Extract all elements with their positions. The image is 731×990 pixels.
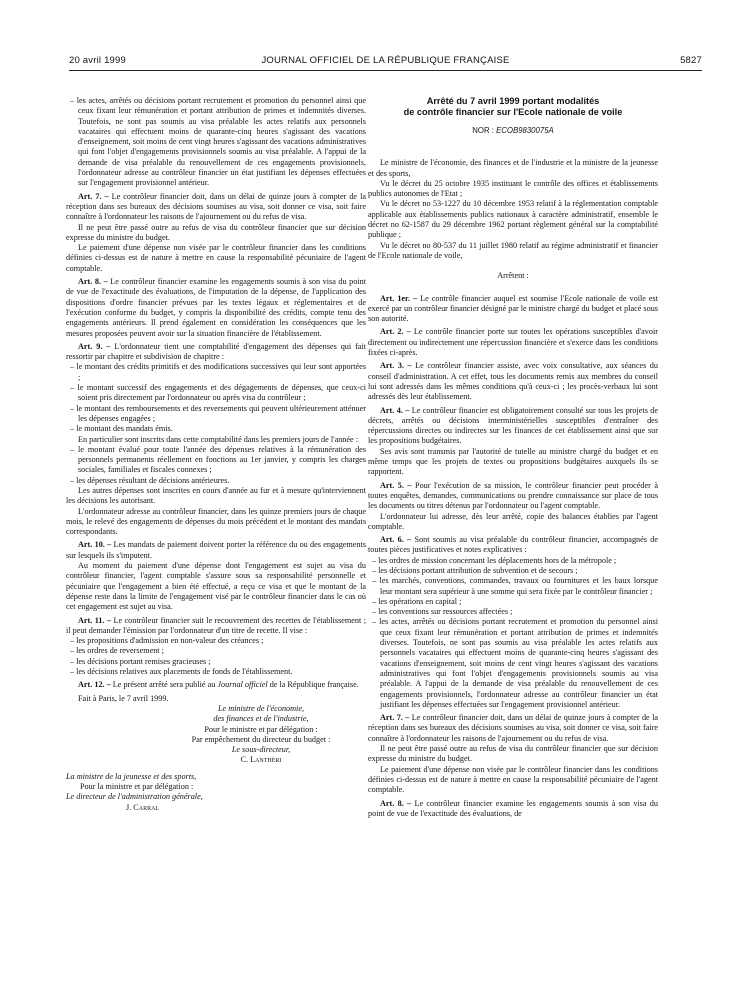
date-line: Fait à Paris, le 7 avril 1999. xyxy=(78,693,169,703)
arretent-heading: Arrêtent : xyxy=(497,271,529,281)
signatory-title: Le ministre de l'économie, xyxy=(217,703,305,713)
article-label: Art. 4. – xyxy=(380,405,410,415)
article-8 xyxy=(66,277,366,339)
article-2 xyxy=(368,327,658,358)
list-item: – les décisions portant attribution de subvention et de secours ; xyxy=(368,566,658,576)
nor-code: ECOB9830075A xyxy=(496,126,554,135)
article-label: Art. 2. – xyxy=(380,327,411,337)
list-item: – les opérations en capital ; xyxy=(368,597,658,607)
paragraph: Il ne peut être passé outre au refus de visa du contrôleur financier que sur décision expresse du ministre du budget. xyxy=(368,744,658,764)
article-10 xyxy=(66,540,366,561)
list-item: – le montant des remboursements et des reversements qui peuvent ultérieurement atténuer les dépenses engagées ; xyxy=(66,404,366,425)
continued-list xyxy=(66,96,366,189)
signatory-name: C. Lanthéri xyxy=(240,755,282,765)
list-item: – les actes, arrêtés ou décisions portant recrutement et promotion du personnel ainsi que ceux fixant leur rémunération et portant attribution de primes et indemnités diverses. Toutefois, ne sont pas soumis au visa préalable les actes relatifs aux personnels vacataires qui effectuent moins de quarante-cinq heures s'agissant des vacations d'enseignement, soit moins de cent vingt heures s'agissant des vacations administratives qui font l'objet d'engagements provisionnels soumis au visa préalable. A l'appui de la demande de visa préalable du renouvellement de ces engagements provisionnels, l'ordonnateur adresse au contrôleur financier un état justifiant les dépenses effectuées sur l'engagement provisionnel antérieur. xyxy=(66,96,366,189)
journal-officiel-ref: Journal officiel xyxy=(217,680,268,690)
header-rule xyxy=(69,70,702,71)
article-9-list xyxy=(66,362,366,434)
article-label: Art. 1er. – xyxy=(380,293,418,303)
article-label: Art. 3. – xyxy=(380,361,412,371)
article-6 xyxy=(368,535,658,556)
decree-title xyxy=(368,96,658,118)
article-text: Le contrôle financier porte sur toutes les opérations susceptibles d'avoir directement ou indirectement une répercussion financière et s'exerce dans les conditions fixées ci-après. xyxy=(368,327,658,358)
article-7 xyxy=(368,713,658,744)
delegation-line: Pour le ministre et par délégation : xyxy=(204,724,318,734)
article-text: Le contrôleur financier est obligatoirement consulté sur tous les projets de décrets, arrêtés ou décisions interministérielles susceptibles d'entraîner des répercussions directes ou indirectes sur les finances de cet établissement ainsi que sur les propositions budgétaires. xyxy=(368,405,658,446)
article-text: Le contrôleur financier doit, dans un délai de quinze jours à compter de la réception dans ses bureaux des décisions soumises au visa, soit donner ce visa, soit faire connaître à l'ordonnateur les raisons de l'ajournement ou du refus de visa. xyxy=(368,713,658,743)
article-11 xyxy=(66,616,366,637)
page-number: 5827 xyxy=(680,55,702,66)
signature-block-youth xyxy=(66,772,366,813)
paragraph: Le ministre de l'économie, des finances et de l'industrie et la ministre de la jeunesse et des sports, xyxy=(368,158,658,178)
article-label: Art. 5. – xyxy=(380,480,412,490)
signatory-title: Le directeur de l'administration générale, xyxy=(66,792,203,802)
article-9 xyxy=(66,342,366,363)
article-text: Le contrôleur financier assiste, avec voix consultative, aux séances du conseil d'administration. A cet effet, tous les documents remis aux membres du conseil lui sont adressés dans les mêmes conditions qu'à ceux-ci ; les procès-verbaux lui sont adressés dès leur établissement. xyxy=(368,361,658,402)
article-1 xyxy=(368,294,658,325)
article-text: Le contrôle financier auquel est soumise l'Ecole nationale de voile est exercé par un contrôleur financier désigné par le ministre chargé du budget et placé sous son autorité. xyxy=(368,293,658,324)
right-column xyxy=(368,96,658,819)
paragraph: Au moment du paiement d'une dépense dont l'engagement est sujet au visa du contrôleur financier, l'agent comptable s'assure sous sa responsabilité personnelle et pécuniaire que l'engagement a bien été effectué, a reçu ce visa et que le montant de la dépense reste dans la limite de l'engagement visé par le contrôleur financier dans le cas où cet engagement est sujet au visa. xyxy=(66,561,366,612)
list-item: – les propositions d'admission en non-valeur des créances ; xyxy=(66,636,366,646)
paragraph: Le paiement d'une dépense non visée par le contrôleur financier dans les conditions définies ci-dessus est de nature à mettre en cause la responsabilité pécuniaire de l'agent comptable. xyxy=(66,243,366,273)
signatory-title: Le sous-directeur, xyxy=(231,745,291,755)
delegation-line: Par empêchement du directeur du budget : xyxy=(191,734,331,744)
article-11-list xyxy=(66,636,366,677)
paragraph: L'ordonnateur adresse au contrôleur financier, dans les quinze premiers jours de chaque mois, le relevé des engagements de dépenses du mois précédent et le montant des mandats correspondants. xyxy=(66,506,366,537)
list-item: – les actes, arrêtés ou décisions portant recrutement et promotion du personnel ainsi que ceux fixant leur rémunération et portant attribution de primes et indemnités diverses. Toutefois, ne sont pas soumis au visa préalable les actes relatifs aux personnels vacataires qui effectuent moins de quarante-cinq heures s'agissant des vacations d'enseignement, soit moins de cent vingt heures s'agissant des vacations administratives qui font l'objet d'engagements provisionnels soumis au visa préalable. A l'appui de la demande de visa préalable du renouvellement de ces engagements provisionnels, l'ordonnateur adresse au contrôleur financier un état justifiant les dépenses effectuées sur l'engagement provisionnel antérieur. xyxy=(368,617,658,710)
article-label: Art. 9. – xyxy=(78,341,111,351)
article-7 xyxy=(66,192,366,223)
article-3 xyxy=(368,361,658,402)
paragraph: Il ne peut être passé outre au refus de visa du contrôleur financier que sur décision expresse du ministre du budget. xyxy=(66,222,366,242)
article-text: Le contrôleur financier examine les engagements soumis à son visa du point de vue de l'exactitude des évaluations, de l'imputation de la dépense, de l'application des dispositions d'ordre financier prévues par les textes légaux et réglementaires et de l'exécution conforme du budget, y compris la disponibilité des crédits, compte tenu des engagements antérieurs. Il prend également en considération les conséquences que les mesures proposées peuvent avoir sur la situation financière de l'établissement. xyxy=(66,277,367,338)
journal-title: JOURNAL OFFICIEL DE LA RÉPUBLIQUE FRANÇAISE xyxy=(261,55,510,66)
header-date: 20 avril 1999 xyxy=(69,55,126,66)
paragraph: Vu le décret no 80-537 du 11 juillet 1980 relatif au régime administratif et financier de l'Ecole nationale de voile, xyxy=(368,240,658,260)
decree-title-line: Arrêté du 7 avril 1999 portant modalités xyxy=(426,96,600,106)
paragraph: L'ordonnateur lui adresse, dès leur arrêté, copie des balances établies par l'agent comptable. xyxy=(368,511,658,531)
article-12 xyxy=(66,680,366,690)
article-5 xyxy=(368,481,658,512)
paragraph: Le paiement d'une dépense non visée par le contrôleur financier dans les conditions définies ci-dessus est de nature à mettre en cause la responsabilité pécuniaire de l'agent comptable. xyxy=(368,764,658,795)
article-text: Les mandats de paiement doivent porter la référence du ou des engagements sur lesquels ils s'imputent. xyxy=(66,540,366,560)
list-item: – le montant des mandats émis. xyxy=(66,424,366,434)
signature-block-economy xyxy=(156,704,366,766)
article-label: Art. 7. – xyxy=(380,713,410,723)
list-item: – les ordres de mission concernant les déplacements hors de la métropole ; xyxy=(368,556,658,566)
paragraph: Ses avis sont transmis par l'autorité de tutelle au ministre chargé du budget et en même temps que les projets de textes ou propositions budgétaires auxquels ils se rapportent. xyxy=(368,446,658,477)
list-item: – les ordres de reversement ; xyxy=(66,646,366,656)
article-6-list xyxy=(368,556,658,710)
article-text: Le présent arrêté sera publié au xyxy=(110,680,218,690)
left-column xyxy=(66,96,366,813)
list-item: – le montant évalué pour toute l'année des dépenses relatives à la rémunération des personnels permanents réellement en fonctions au 1er janvier, y compris les charges sociales, familiales et fiscales connexes ; xyxy=(66,445,366,476)
article-4 xyxy=(368,406,658,447)
article-9-list-2 xyxy=(66,445,366,486)
paragraph: En particulier sont inscrits dans cette comptabilité dans les premiers jours de l'année : xyxy=(78,434,358,444)
article-label: Art. 11. – xyxy=(78,615,112,625)
article-label: Art. 7. – xyxy=(78,191,109,201)
list-item: – le montant des crédits primitifs et des modifications successives qui leur sont apportées ; xyxy=(66,362,366,383)
article-label: Art. 10. – xyxy=(78,540,112,550)
article-text: Sont soumis au visa préalable du contrôleur financier, accompagnés de toutes pièces justificatives et notes explicatives : xyxy=(368,535,658,555)
article-text: Le contrôleur financier suit le recouvrement des recettes de l'établissement ; il peut demander l'émission par l'ordonnateur d'un titre de recette. Il vise : xyxy=(66,615,366,635)
article-text: Le contrôleur financier examine les engagements soumis à son visa du point de vue de l'exactitude des évaluations, de xyxy=(368,798,658,818)
article-8 xyxy=(368,799,658,820)
list-item: – les marchés, conventions, commandes, travaux ou fournitures et les baux lorsque leur montant sera supérieur à une somme qui sera fixée par le contrôleur financier ; xyxy=(368,576,658,597)
list-item: – le montant successif des engagements et des dégagements de dépenses, que ceux-ci soient pris directement par l'ordonnateur ou après visa du contrôleur ; xyxy=(66,383,366,404)
article-text: Le contrôleur financier doit, dans un délai de quinze jours à compter de la réception dans ses bureaux des décisions soumises au visa, soit donner ce visa, soit faire connaître à l'ordonnateur les raisons de l'ajournement ou du refus de visa. xyxy=(66,191,366,222)
paragraph: Vu le décret no 53-1227 du 10 décembre 1953 relatif à la réglementation comptable applicable aux établissements publics nationaux à caractère administratif, ensemble le décret no 62-1587 du 29 décembre 1962 portant règlement général sur la comptabilité publique ; xyxy=(368,199,658,240)
article-label: Art. 6. – xyxy=(380,535,412,545)
article-text: L'ordonnateur tient une comptabilité d'engagement des dépenses qui fait ressortir par chapitre et subdivision de chapitre : xyxy=(66,341,366,362)
article-text: Pour l'exécution de sa mission, le contrôleur financier peut procéder à toutes enquêtes, demandes, communications ou prendre connaissance sur place de tous les documents ou titres détenus par l'ordonnateur ou l'agent comptable. xyxy=(368,480,658,511)
article-text: de la République française. xyxy=(267,680,359,690)
list-item: – les décisions portant remises gracieuses ; xyxy=(66,657,366,667)
list-item: – les conventions sur ressources affectées ; xyxy=(368,607,658,617)
paragraph: Vu le décret du 25 octobre 1935 instituant le contrôle des offices et établissements publics autonomes de l'Etat ; xyxy=(368,178,658,199)
decree-title-line: de contrôle financier sur l'Ecole nationale de voile xyxy=(403,107,623,117)
page-header xyxy=(69,55,702,71)
signatory-title: La ministre de la jeunesse et des sports, xyxy=(66,771,197,781)
paragraph: Les autres dépenses sont inscrites en cours d'année au fur et à mesure qu'interviennent les décisions les autorisant. xyxy=(66,485,366,506)
list-item: – les décisions relatives aux placements de fonds de l'établissement. xyxy=(66,667,366,677)
list-item: – les dépenses résultant de décisions antérieures. xyxy=(66,476,366,486)
article-label: Art. 8. – xyxy=(78,277,108,287)
article-label: Art. 8. – xyxy=(380,798,412,808)
nor-reference xyxy=(368,126,658,136)
delegation-line: Pour la ministre et par délégation : xyxy=(80,782,194,791)
nor-label: NOR : xyxy=(472,126,497,135)
article-label: Art. 12. – xyxy=(78,680,111,690)
signatory-name: J. Carral xyxy=(126,802,160,812)
signatory-title: des finances et de l'industrie, xyxy=(213,714,309,724)
